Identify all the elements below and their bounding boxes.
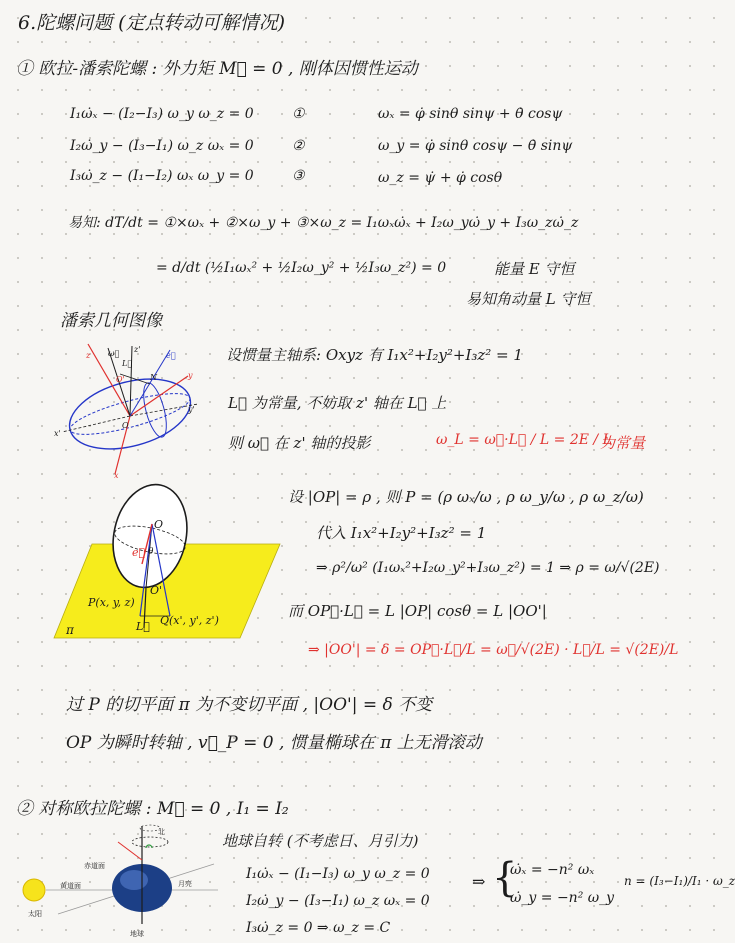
fig2-e-label: e⃗ <box>132 546 146 559</box>
euler-eq-2-num: ② <box>292 138 305 154</box>
poinsot-line7: 而 OP⃗·L⃗ = L |OP| cosθ = L |OO'| <box>288 602 547 620</box>
page-title: 6.陀螺问题 (定点转动可解情况) <box>18 12 285 34</box>
poinsot-constant-note: 为常量 <box>600 434 646 452</box>
euler-eq-1-num: ① <box>292 106 305 122</box>
energy-derivation-line1: 易知: dT/dt = ①×ωₓ + ②×ω_y + ③×ω_z = I₁ωₓω̇ₓ + I₂ω_yω̇_y + I₃ω_zω̇_z <box>68 215 579 231</box>
fig1-yp-label: y' <box>188 405 195 414</box>
momentum-conserved-note: 易知角动量 L 守恒 <box>466 290 591 308</box>
implies-arrow: ⇒ <box>472 872 486 891</box>
inertia-ellipsoid-figure <box>50 336 225 484</box>
fig1-omega-label: ω⃗ <box>108 349 120 358</box>
kinematic-eq-1: ωₓ = φ̇ sinθ sinψ + θ̇ cosψ <box>378 106 563 122</box>
poinsot-line1: 设惯量主轴系: Oxyz 有 I₁x²+I₂y²+I₃z² = 1 <box>226 346 523 364</box>
result-eq-1: ω̇ₓ = −n² ωₓ <box>510 862 595 878</box>
fig2-L-label: L⃗ <box>136 620 150 633</box>
fig1-e-label: e⃗ <box>166 351 176 360</box>
n-definition: n = (I₃−I₁)/I₁ · ω_z <box>624 874 735 888</box>
poinsot-line2: L⃗ 为常量, 不妨取 z' 轴在 L⃗ 上 <box>228 394 447 412</box>
fig2-P-label: P(x, y, z) <box>88 596 135 609</box>
equator-label: 赤道面 <box>84 862 105 870</box>
fig1-z-label: z <box>86 351 91 360</box>
kinematic-eq-3: ω_z = ψ̇ + φ̇ cosθ <box>378 170 503 186</box>
fig2-pi-label: π <box>66 623 74 637</box>
ecliptic-label: 黄道面 <box>60 882 81 890</box>
fig2-O-label: O <box>154 518 164 531</box>
fig1-L-label: L⃗ <box>122 359 133 368</box>
poinsot-delta-result: ⇒ |OO'| = δ = OP⃗·L⃗/L = ω⃗/√(2E) · L⃗/L = √(2E)/L <box>308 642 679 658</box>
energy-derivation-line2: = d/dt (½I₁ωₓ² + ½I₂ω_y² + ½I₃ω_z²) = 0 <box>156 260 447 276</box>
fig1-xp-label: x' <box>54 429 61 438</box>
fig1-y-label: y <box>188 371 193 380</box>
north-label: 北 <box>158 828 165 836</box>
poinsot-conclusion1: 过 P 的切平面 π 为不变切平面 , |OO'| = δ 不变 <box>66 695 433 715</box>
earth-rotation-figure <box>18 820 230 940</box>
section2-subtitle: 地球自转 (不考虑日、月引力) <box>222 832 419 850</box>
rolling-ellipsoid-figure <box>52 488 282 648</box>
poinsot-omega-projection: ω_L = ω⃗·L⃗ / L = 2E / L <box>436 432 612 448</box>
fig2-theta-label: θ <box>148 547 154 557</box>
system-brace: { <box>492 855 518 901</box>
section2-heading: ② 对称欧拉陀螺 : M⃗ = 0 , I₁ = I₂ <box>16 799 289 819</box>
sun-label: 太阳 <box>28 910 42 918</box>
poinsot-line5: 代入 I₁x²+I₂y²+I₃z² = 1 <box>316 524 487 542</box>
poinsot-line6: ⇒ ρ²/ω² (I₁ωₓ²+I₂ω_y²+I₃ω_z²) = 1 ⇒ ρ = ω/√(2E) <box>316 560 660 576</box>
poinsot-heading: 潘索几何图像 <box>60 311 162 331</box>
poinsot-line4: 设 |OP| = ρ , 则 P = (ρ ωₓ/ω , ρ ω_y/ω , ρ ω_z/ω) <box>288 488 644 506</box>
fig1-Op-label: O' <box>116 375 125 384</box>
symmetric-eq-2: I₂ω̇_y − (I₃−I₁) ω_z ωₓ = 0 <box>246 893 430 909</box>
symmetric-eq-1: I₁ω̇ₓ − (I₁−I₃) ω_y ω_z = 0 <box>246 866 430 882</box>
poinsot-line3-prefix: 则 ω⃗ 在 z' 轴的投影 <box>228 434 371 452</box>
euler-eq-2: I₂ω̇_y − (I₃−I₁) ω_z ωₓ = 0 <box>70 138 254 154</box>
symmetric-eq-3: I₃ω̇_z = 0 ⇒ ω_z = C <box>246 920 391 936</box>
earth-label: 地球 <box>130 930 144 938</box>
moon-label: 月亮 <box>178 880 192 888</box>
euler-eq-3: I₃ω̇_z − (I₁−I₂) ωₓ ω_y = 0 <box>70 168 254 184</box>
poinsot-conclusion2: OP 为瞬时转轴 , v⃗_P = 0 , 惯量椭球在 π 上无滑滚动 <box>66 733 482 753</box>
fig2-Op-label: O' <box>150 584 163 597</box>
fig1-O-label: O <box>122 421 129 430</box>
euler-eq-1: I₁ω̇ₓ − (I₂−I₃) ω_y ω_z = 0 <box>70 106 254 122</box>
energy-conserved-note: 能量 E 守恒 <box>494 260 575 278</box>
fig1-x-label: x <box>114 471 119 480</box>
fig1-zp-label: z' <box>134 345 141 354</box>
result-eq-2: ω̇_y = −n² ω_y <box>510 890 615 906</box>
euler-eq-3-num: ③ <box>292 168 305 184</box>
fig2-Q-label: Q(x', y', z') <box>160 614 219 627</box>
kinematic-eq-2: ω_y = φ̇ sinθ cosψ − θ̇ sinψ <box>378 138 573 154</box>
section1-heading: ① 欧拉-潘索陀螺 : 外力矩 M⃗ = 0 , 刚体因惯性运动 <box>16 59 418 79</box>
fig1-N-label: N <box>150 373 157 382</box>
